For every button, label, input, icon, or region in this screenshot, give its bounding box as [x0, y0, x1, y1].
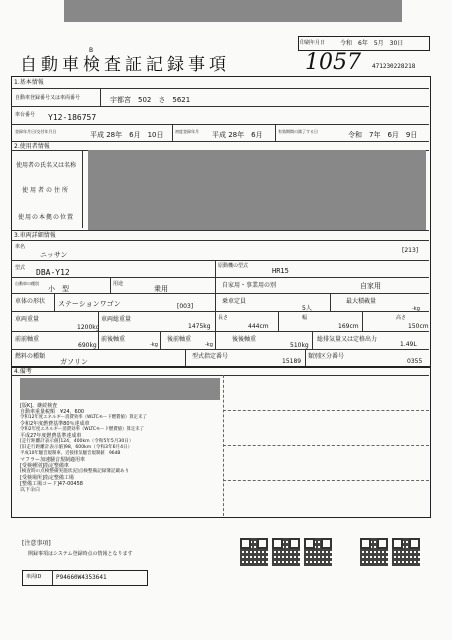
first-reg-value: 平成 28年 6月: [212, 131, 263, 139]
private-label: 自家用・事業用の別: [222, 282, 277, 289]
qr-code-5: [392, 538, 420, 566]
kind-value: 小 型: [48, 285, 69, 293]
reg-date-label: 登録年月日/交付年月日: [15, 129, 57, 134]
private-value: 自家用: [360, 282, 381, 290]
notice-label: [注意事項]: [22, 540, 51, 547]
print-date-value: 令和 6年 5月 30日: [340, 40, 404, 47]
print-date-label: 印刷年月日: [300, 40, 326, 46]
notice-text: 開録事項はシステム登録時点の情報となります: [28, 551, 133, 557]
remarks-line: [版K]、継続検査: [20, 403, 58, 409]
displacement-value: 1.49L: [400, 341, 417, 348]
section-vehicle-title: 3.車両詳細情報: [14, 232, 56, 239]
qr-code-2: [272, 538, 300, 566]
first-reg-label: 初度登録年月: [175, 129, 199, 134]
type-no-value: 15189: [282, 358, 302, 365]
width-value: 169cm: [338, 323, 359, 330]
maker-label: 車名: [15, 244, 26, 250]
rear-front-axle-value: -kg: [205, 342, 213, 348]
engine-value: HR15: [272, 267, 289, 275]
gross-label: 車両総重量: [101, 316, 132, 323]
class-no-label: 類別区分番号: [308, 353, 345, 360]
length-label: 長さ: [218, 315, 229, 321]
maker-code: [213]: [402, 247, 419, 254]
section-remarks-title: 4.備考: [14, 368, 32, 375]
remarks-line: マフラー加速騒音規制適用車: [20, 457, 86, 463]
use-value: 乗用: [154, 285, 168, 293]
front-rear-axle-label: 前後軸重: [101, 336, 126, 343]
class-no-value: 0355: [407, 358, 423, 365]
model-label: 型式: [15, 265, 26, 271]
remarks-line: [受検種別]指定整備車: [20, 463, 69, 469]
user-name-label: 使用者の氏名又は名称: [16, 162, 77, 169]
reg-date-value: 平成 28年 6月 10日: [90, 131, 164, 139]
section-user-title: 2.使用者情報: [14, 143, 50, 150]
remarks-line: [受検場所]指定整備工場: [20, 475, 74, 481]
remarks-list: [20, 403, 222, 493]
fuel-value: ガソリン: [60, 358, 88, 366]
width-label: 幅: [302, 315, 308, 321]
front-rear-axle-value: -kg: [150, 342, 158, 348]
redacted-remarks: [20, 378, 220, 400]
rear-rear-axle-value: 510kg: [290, 342, 309, 349]
base-location-label: 使用の本拠の位置: [18, 214, 75, 221]
remarks-line: [検査時の点検整備実施状況]点検整備記録簿記載あり: [20, 469, 130, 474]
type-no-label: 型式指定番号: [192, 353, 229, 360]
fuel-label: 燃料の種類: [15, 353, 46, 360]
height-value: 150cm: [408, 323, 429, 330]
reg-no-label: 自動車登録番号又は車両番号: [15, 95, 81, 101]
max-load-value: -kg: [412, 306, 420, 312]
rear-rear-axle-label: 後後軸重: [232, 336, 257, 343]
body-value: ステーションワゴン: [58, 300, 121, 308]
length-value: 444cm: [248, 323, 269, 330]
engine-label: 原動機の型式: [218, 263, 249, 269]
section-basic-title: 1.基本情報: [14, 79, 44, 86]
serial-number: 471230228218: [372, 63, 416, 70]
weight-label: 車両重量: [15, 316, 40, 323]
remarks-line: 令和2年度エネルギー消費効率（WLTCモード燃費値）算定未了: [20, 427, 145, 432]
front-front-axle-value: 690kg: [78, 342, 97, 349]
rear-front-axle-label: 後前軸重: [167, 336, 192, 343]
use-label: 用途: [113, 281, 124, 287]
kind-label: 自動車の種別: [15, 281, 39, 286]
remarks-line: [旧走行距離計表示値]98，600km（令和3年6月4日）: [20, 445, 133, 450]
vehicle-id-value: P94660W4353641: [56, 574, 107, 581]
chassis-label: 車台番号: [15, 112, 36, 118]
remarks-line: 平成10年騒音規制車、近接排気騒音規制値 96dB: [20, 451, 121, 456]
expiry-label: 有効期間の満了する日: [278, 129, 318, 134]
remarks-line: 令和2年度燃費基準80％達成車: [20, 421, 90, 427]
body-code: [003]: [177, 303, 194, 310]
remarks-line: 平成27年度燃費基準達成車: [20, 433, 82, 439]
gross-value: 1475kg: [188, 323, 211, 330]
capacity-label: 乗車定員: [222, 298, 247, 305]
qr-code-1: [240, 538, 268, 566]
vehicle-id-label: 車両ID: [26, 574, 42, 580]
weight-value: 1200kg: [77, 324, 100, 331]
reg-no-value: 宇都宮 502 さ 5621: [110, 96, 191, 104]
document-title: 自動車検査証記録事項: [20, 55, 230, 75]
remarks-line: 令和12年度エネルギー消費効率（WLTCモード燃費値）算定未了: [20, 415, 147, 420]
remarks-line: 自動車重量税額 ¥24，600: [20, 409, 85, 415]
expiry-value: 令和 7年 6月 9日: [348, 131, 418, 139]
handwritten-number: 1057: [305, 50, 361, 75]
height-label: 高さ: [396, 315, 407, 321]
redacted-header-bar: [64, 0, 402, 22]
doc-letter: B: [89, 47, 94, 54]
model-value: DBA-Y12: [36, 268, 70, 277]
remarks-line: [整備工場コード]47-00458: [20, 481, 83, 487]
user-address-label: 使用者の住所: [22, 187, 71, 194]
remarks-line: [走行距離計表示値]124，400km（令和5年5月30日）: [20, 439, 134, 444]
remarks-line: 以下余白: [20, 487, 41, 493]
front-front-axle-label: 前前軸重: [15, 336, 40, 343]
body-label: 車体の形状: [15, 298, 46, 305]
max-load-label: 最大積載量: [346, 298, 377, 305]
maker-value: ニッサン: [40, 251, 68, 259]
qr-code-4: [360, 538, 388, 566]
redacted-user-info-2: [88, 206, 196, 230]
chassis-value: Y12-186757: [48, 113, 97, 122]
capacity-value: 5人: [302, 305, 312, 312]
qr-code-3: [304, 538, 332, 566]
displacement-label: 総排気量又は定格出力: [317, 336, 378, 343]
